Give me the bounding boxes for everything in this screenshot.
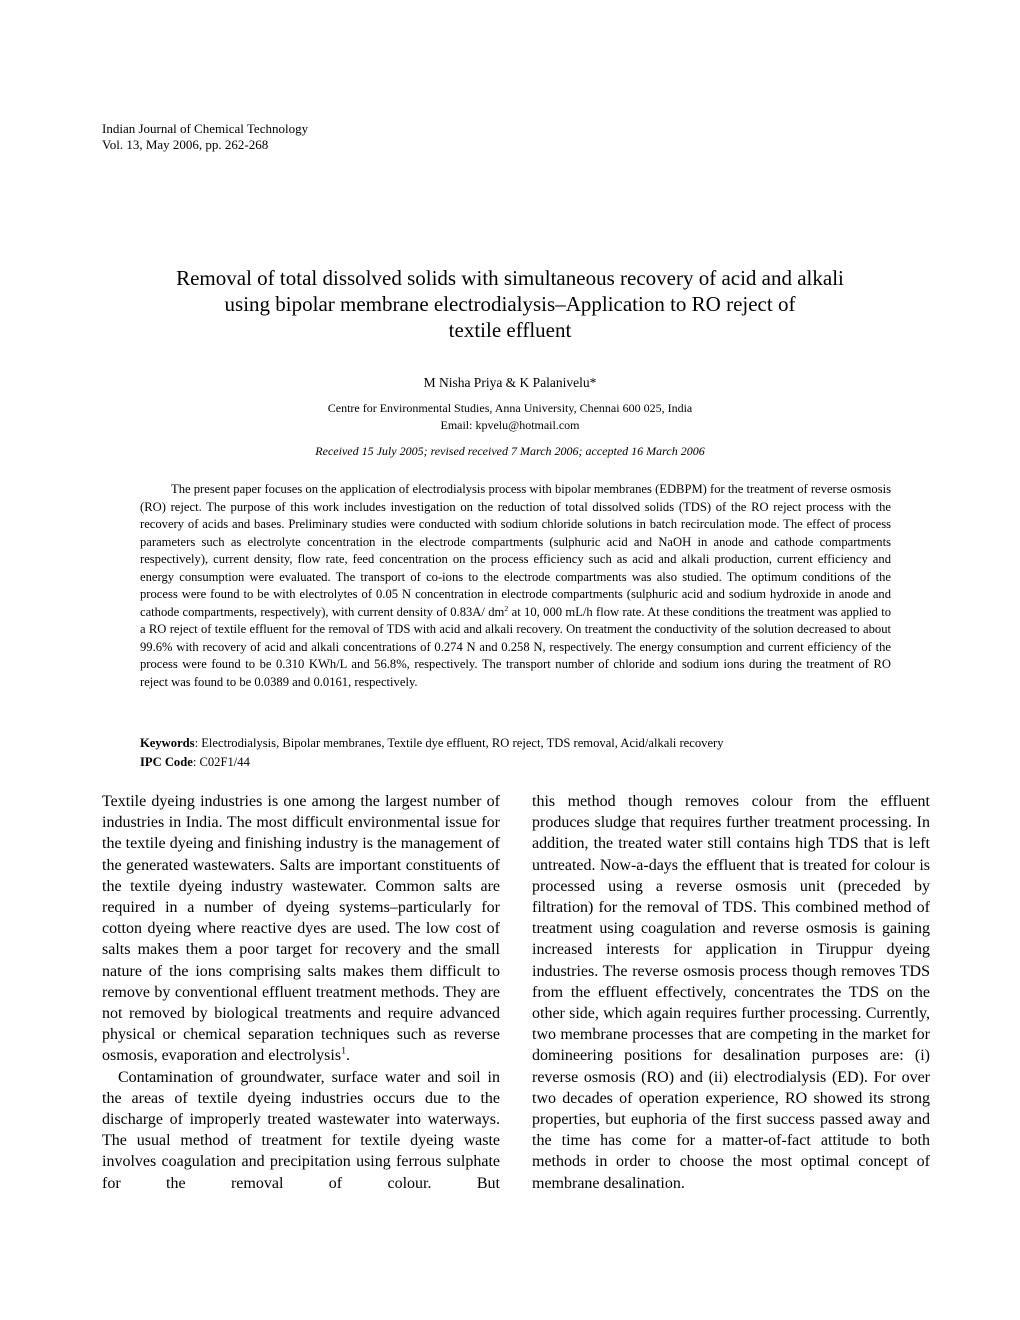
abstract-text: The present paper focuses on the application of electrodialysis process with bipolar membranes (EDBPM) for the treatment of reverse osmosis (RO) reject. The purpose of this work includes investigation on the reduction of total dissolved solids (TDS) of the RO reject process with the recovery of acids and bases. Preliminary studies were conducted with sodium chloride solutions in batch recirculation mode. The effect of process parameters such as electrolyte concentration in the electrode compartments (sulphuric acid and NaOH in anode and cathode compartments respectively), current density, flow rate, feed concentration on the process efficiency such as acid and alkali production, current efficiency and energy consumption were evaluated. The transport of co-ions to the electrode compartments was also studied. The optimum conditions of the process were found to be with electrolytes of 0.05 N concentration in electrode compartments (sulphuric acid and sodium hydroxide in anode and cathode compartments, respectively), with current density of 0.83A/ dm	[140, 482, 891, 619]
title-line: textile effluent	[448, 318, 572, 342]
body-column-left	[102, 791, 500, 1194]
title-line: using bipolar membrane electrodialysis–Application to RO reject of	[224, 292, 796, 316]
paragraph-text: Textile dyeing industries is one among the largest number of industries in India. The most difficult environmental issue for the textile dyeing and finishing industry is the management of the generated wastewaters. Salts are important constituents of the textile dyeing industry wastewater. Common salts are required in a number of dyeing systems–particularly for cotton dyeing where reactive dyes are used. The low cost of salts makes them a poor target for recovery and the small nature of the ions comprising salts makes them difficult to remove by conventional effluent treatment methods. They are not removed by biological treatments and require advanced physical or chemical separation techniques such as reverse osmosis, evaporation and electrolysis	[102, 793, 500, 1065]
keywords-label: Keywords	[140, 736, 195, 750]
ipc-value: : C02F1/44	[192, 755, 250, 769]
ipc-label: IPC Code	[140, 755, 193, 769]
body-column-right	[532, 791, 930, 1194]
keywords-block	[140, 734, 724, 772]
journal-issue: Vol. 13, May 2006, pp. 262-268	[102, 137, 269, 152]
journal-header	[102, 121, 308, 153]
superscript: 2	[504, 603, 509, 613]
journal-name: Indian Journal of Chemical Technology	[102, 121, 309, 136]
title-line: Removal of total dissolved solids with simultaneous recovery of acid and alkali	[176, 266, 844, 290]
paragraph	[102, 791, 500, 1067]
affiliation-block	[0, 400, 1020, 434]
abstract	[140, 481, 891, 691]
citation: 1	[341, 1046, 347, 1058]
abstract-text: at 10, 000 mL/h flow rate. At these conditions the treatment was applied to a RO reject of textile effluent for the removal of TDS with acid and alkali recovery. On treatment the conductivity of the solution decreased to about 99.6% with recovery of acid and alkali concentrations of 0.274 N and 0.258 N, respectively. The energy consumption and current efficiency of the process were found to be 0.310 KWh/L and 56.8%, respectively. The transport number of chloride and sodium ions during the treatment of RO reject was found to be 0.0389 and 0.0161, respectively.	[140, 604, 891, 689]
received-dates: Received 15 July 2005; revised received 7 March 2006; accepted 16 March 2006	[315, 444, 705, 458]
paragraph: this method though removes colour from the effluent produces sludge that requires further treatment processing. In addition, the treated water still contains high TDS that is left untreated. Now-a-days the effluent that is treated for colour is processed using a reverse osmosis unit (preceded by filtration) for the removal of TDS. This combined method of treatment using coagulation and reverse osmosis is gaining increased interests for application in Tiruppur dyeing industries. The reverse osmosis process though removes TDS from the effluent effectively, concentrates the TDS on the other side, which again requires further processing. Currently, two membrane processes that are competing in the market for domineering positions for desalination purposes are: (i) reverse osmosis (RO) and (ii) electrodialysis (ED). For over two decades of operation experience, RO showed its strong properties, but euphoria of the first success passed away and the time has come for a matter-of-fact attitude to both methods in order to choose the most optimal concept of membrane desalination.	[532, 793, 930, 1192]
affiliation: Centre for Environmental Studies, Anna University, Chennai 600 025, India	[327, 401, 693, 415]
paragraph-text: .	[346, 1047, 351, 1065]
authors: M Nisha Priya & K Palanivelu*	[423, 375, 597, 390]
email: Email: kpvelu@hotmail.com	[440, 418, 580, 432]
article-title	[80, 265, 940, 343]
keywords-value: : Electrodialysis, Bipolar membranes, Textile dye effluent, RO reject, TDS removal, Acid/alkali recovery	[194, 736, 724, 750]
paragraph: Contamination of groundwater, surface water and soil in the areas of textile dyeing industries occurs due to the discharge of improperly treated wastewater into waterways. The usual method of treatment for textile dyeing waste involves coagulation and precipitation using ferrous sulphate for the removal of colour. But	[102, 1068, 500, 1192]
